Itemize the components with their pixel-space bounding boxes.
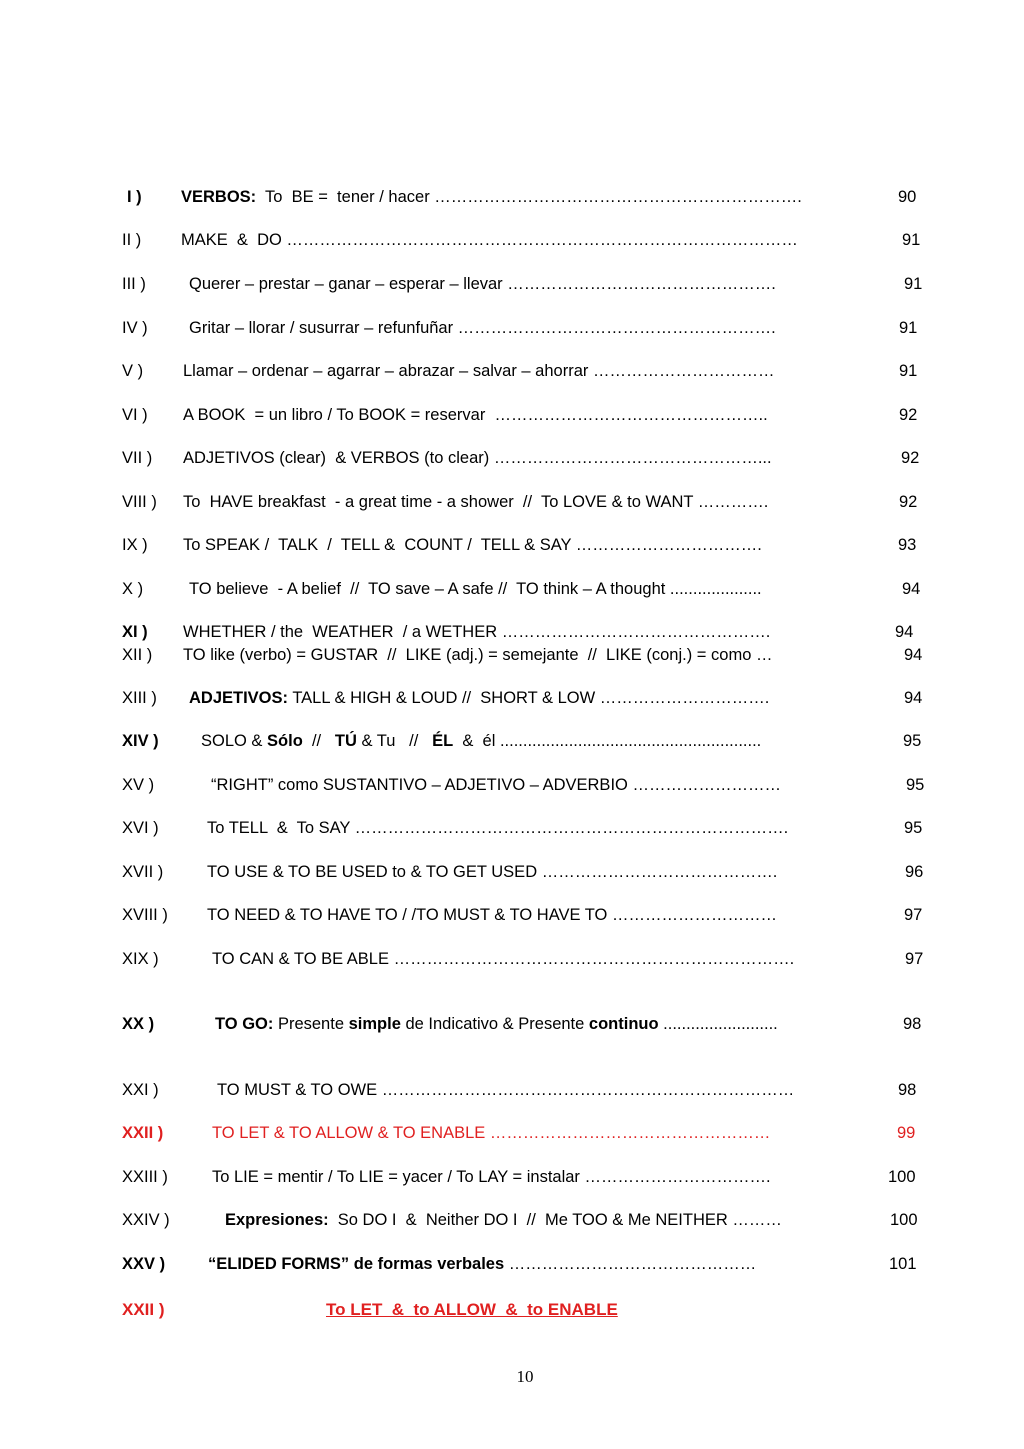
toc-entry-number: V )	[122, 362, 144, 380]
toc-entry-title	[189, 316, 860, 340]
toc-entry-title-part: “RIGHT” como SUSTANTIVO – ADJETIVO – ADVERBIO ………………………	[211, 776, 781, 794]
toc-entry-title-part: .........................	[658, 1015, 778, 1033]
toc-entry	[0, 816, 1024, 840]
toc-entry-page: 94	[895, 623, 914, 641]
toc-entry-number: X )	[122, 580, 144, 598]
toc-entry-title-part: TALL & HIGH & LOUD // SHORT & LOW ………………………….	[288, 689, 770, 707]
page-number-text: 10	[516, 1367, 534, 1386]
toc-entry-number: XX )	[122, 1015, 155, 1033]
toc-entry-title	[183, 359, 863, 383]
toc-entry-number: XIV )	[122, 732, 159, 750]
toc-entry-number: XXIII )	[122, 1168, 168, 1186]
toc-entry-page: 93	[898, 536, 917, 554]
toc-entry-number: XVII )	[122, 863, 164, 881]
toc-entry-title-part: de Indicativo & Presente	[400, 1015, 589, 1033]
toc-entry-title-part: So DO I & Neither DO I // Me TOO & Me NEITHER ………	[328, 1211, 782, 1229]
toc-entry-title-part: Presente	[273, 1015, 349, 1033]
toc-entry-title-part: TO believe - A belief // TO save – A safe // TO think – A thought ....................	[189, 580, 762, 598]
toc-entry-page: 98	[898, 1081, 917, 1099]
toc-entry-number: VI )	[122, 406, 148, 424]
toc-entry-title-part: MAKE & DO …………………………………………………………………………………	[181, 231, 798, 249]
toc-entry-page: 101	[889, 1255, 917, 1273]
toc-entry-title-part: ADJETIVOS (clear) & VERBOS (to clear) …………………………………………...	[183, 449, 772, 467]
toc-entry-page: 91	[899, 319, 918, 337]
toc-entry-title-part: TO like (verbo) = GUSTAR // LIKE (adj.) = semejante // LIKE (conj.) = como …	[183, 646, 773, 664]
toc-entry-page: 92	[901, 449, 920, 467]
toc-entry-title	[207, 816, 864, 840]
toc-entry	[0, 860, 1024, 884]
toc-entry-page: 91	[904, 275, 923, 293]
section-title: To LET & to ALLOW & to ENABLE	[326, 1300, 618, 1319]
toc-entry-page: 95	[903, 732, 922, 750]
toc-entry-title-part: Llamar – ordenar – agarrar – abrazar – salvar – ahorrar ……………………………	[183, 362, 775, 380]
toc-entry-page: 100	[888, 1168, 916, 1186]
toc-entry-title-part: //	[302, 732, 335, 750]
toc-entry-page: 91	[899, 362, 918, 380]
toc-entry-number: XXI )	[122, 1081, 159, 1099]
toc-entry	[0, 1208, 1024, 1232]
toc-entry	[0, 185, 1024, 209]
toc-entry	[0, 446, 1024, 470]
toc-entry-page: 94	[902, 580, 921, 598]
toc-entry-title-part: WHETHER / the WEATHER / a WETHER ………………………………………….	[183, 623, 771, 641]
toc-entry-title	[181, 228, 870, 252]
toc-entry-title-part: To HAVE breakfast - a great time - a shower // To LOVE & to WANT ………….	[183, 493, 769, 511]
toc-entry-title-part: To BE = tener / hacer ………………………………………………………….	[256, 188, 802, 206]
toc-entry-title-part: ………………………………………	[504, 1255, 757, 1273]
toc-entry-title-part: To TELL & To SAY …………………………………………………………………….	[207, 819, 789, 837]
toc-entry-title-part: TO CAN & TO BE ABLE ……………………………………………………………….	[212, 950, 795, 968]
toc-entry-number: II )	[122, 231, 142, 249]
toc-entry-title	[212, 1165, 864, 1189]
toc-entry	[0, 359, 1024, 383]
toc-entry-number: XXV )	[122, 1255, 166, 1273]
toc-entry-title	[208, 1252, 858, 1276]
toc-entry-number: XIX )	[122, 950, 159, 968]
toc-entry-title-part: & Tu //	[356, 732, 433, 750]
toc-entry-title	[183, 533, 858, 557]
toc-entry-number: VIII )	[122, 493, 157, 511]
toc-entry-title-part: & él .........................................................	[453, 732, 762, 750]
toc-entry-page: 100	[890, 1211, 918, 1229]
toc-entry-page: 95	[904, 819, 923, 837]
toc-entry-title	[183, 490, 864, 514]
toc-entry-page: 91	[902, 231, 921, 249]
toc-entry-title-part: VERBOS:	[181, 188, 257, 206]
toc-entry	[0, 620, 1024, 644]
toc-entry-title	[189, 272, 866, 296]
toc-entry-title-part: TO NEED & TO HAVE TO / /TO MUST & TO HAVE TO …………………………	[207, 906, 777, 924]
toc-entry-number: XXII )	[122, 1124, 164, 1142]
toc-entry-title	[189, 577, 860, 601]
toc-entry-title	[207, 903, 868, 927]
section-number: XXII )	[122, 1300, 165, 1319]
toc-entry-title-part: TO GO:	[215, 1015, 274, 1033]
toc-entry-page: 97	[905, 950, 924, 968]
toc-entry-page: 92	[899, 406, 918, 424]
toc-entry-number: XVI )	[122, 819, 159, 837]
toc-entry-page: 98	[903, 1015, 922, 1033]
toc-entry	[0, 533, 1024, 557]
toc-entry-number: XVIII )	[122, 906, 168, 924]
toc-entry-page: 94	[904, 646, 923, 664]
toc-entry-page: 95	[906, 776, 925, 794]
toc-entry-page: 94	[904, 689, 923, 707]
toc-entry	[0, 228, 1024, 252]
section-heading	[0, 1296, 1024, 1324]
toc-entry-title	[183, 643, 862, 667]
toc-entry-number: XII )	[122, 646, 153, 664]
toc-entry-title	[189, 686, 858, 710]
toc-entry-title	[215, 1012, 868, 1036]
toc-entry	[0, 903, 1024, 927]
toc-entry	[0, 403, 1024, 427]
toc-entry-title	[225, 1208, 866, 1232]
toc-entry-title-part: continuo	[588, 1015, 659, 1033]
toc-entry-title-part: TÚ	[334, 732, 357, 750]
toc-entry-title-part: ÉL	[432, 732, 454, 750]
toc-entry-number: XIII )	[122, 689, 157, 707]
toc-entry-title-part: simple	[348, 1015, 401, 1033]
toc-entry-page: 99	[897, 1124, 916, 1142]
toc-entry-title-part: To LIE = mentir / To LIE = yacer / To LAY = instalar …………………………….	[212, 1168, 771, 1186]
toc-entry-title-part: Sólo	[267, 732, 303, 750]
toc-entry-title-part: ADJETIVOS:	[189, 689, 289, 707]
toc-entry-page: 90	[898, 188, 917, 206]
toc-entry	[0, 577, 1024, 601]
toc-entry-number: IX )	[122, 536, 148, 554]
toc-entry-title	[181, 185, 880, 209]
toc-entry-title-part: Gritar – llorar / susurrar – refunfuñar ………………………………………………….	[189, 319, 776, 337]
toc-entry-title	[183, 446, 870, 470]
toc-entry	[0, 643, 1024, 667]
toc-entry	[0, 773, 1024, 797]
toc-entry-page: 96	[905, 863, 924, 881]
toc-entry-title-part: “ELIDED FORMS” de formas verbales	[208, 1255, 505, 1273]
toc-entry	[0, 1165, 1024, 1189]
toc-entry-number: XI )	[122, 623, 148, 641]
toc-entry-page: 92	[899, 493, 918, 511]
toc-entry-title	[217, 1078, 862, 1102]
toc-entry-number: IV )	[122, 319, 148, 337]
toc-entry-title	[211, 773, 870, 797]
toc-entry	[0, 1121, 1024, 1145]
toc-entry-title-part: Querer – prestar – ganar – esperar – llevar ………………………………………….	[189, 275, 776, 293]
toc-entry	[0, 490, 1024, 514]
toc-entry	[0, 729, 1024, 753]
toc-entry	[0, 686, 1024, 710]
toc-entry-title-part: SOLO &	[201, 732, 268, 750]
toc-entry-number: XXIV )	[122, 1211, 170, 1229]
toc-entry-number: XV )	[122, 776, 155, 794]
toc-entry	[0, 316, 1024, 340]
toc-entry	[0, 1078, 1024, 1102]
toc-entry-title	[183, 620, 860, 644]
toc-entry-title-part: To SPEAK / TALK / TELL & COUNT / TELL & SAY …………………………….	[183, 536, 762, 554]
toc-entry	[0, 1012, 1024, 1036]
toc-entry-number: III )	[122, 275, 146, 293]
toc-entry-title	[212, 1121, 864, 1145]
toc-entry-title-part: Expresiones:	[225, 1211, 329, 1229]
page-number	[0, 1366, 1024, 1388]
toc-entry-title-part: TO USE & TO BE USED to & TO GET USED …………………………………….	[207, 863, 778, 881]
toc-entry-title	[212, 947, 864, 971]
toc-entry-number: VII )	[122, 449, 153, 467]
toc-entry-title-part: A BOOK = un libro / To BOOK = reservar …………………………………………..	[183, 406, 768, 424]
toc-entry-title-part: TO LET & TO ALLOW & TO ENABLE ……………………………………………	[212, 1124, 771, 1142]
toc-entry	[0, 272, 1024, 296]
toc-entry	[0, 947, 1024, 971]
toc-entry-title-part: TO MUST & TO OWE …………………………………………………………………	[217, 1081, 795, 1099]
toc-entry	[0, 1252, 1024, 1276]
toc-entry-title	[207, 860, 864, 884]
toc-entry-title	[201, 729, 862, 753]
toc-entry-page: 97	[904, 906, 923, 924]
toc-entry-number: I )	[127, 188, 142, 206]
toc-entry-title	[183, 403, 864, 427]
